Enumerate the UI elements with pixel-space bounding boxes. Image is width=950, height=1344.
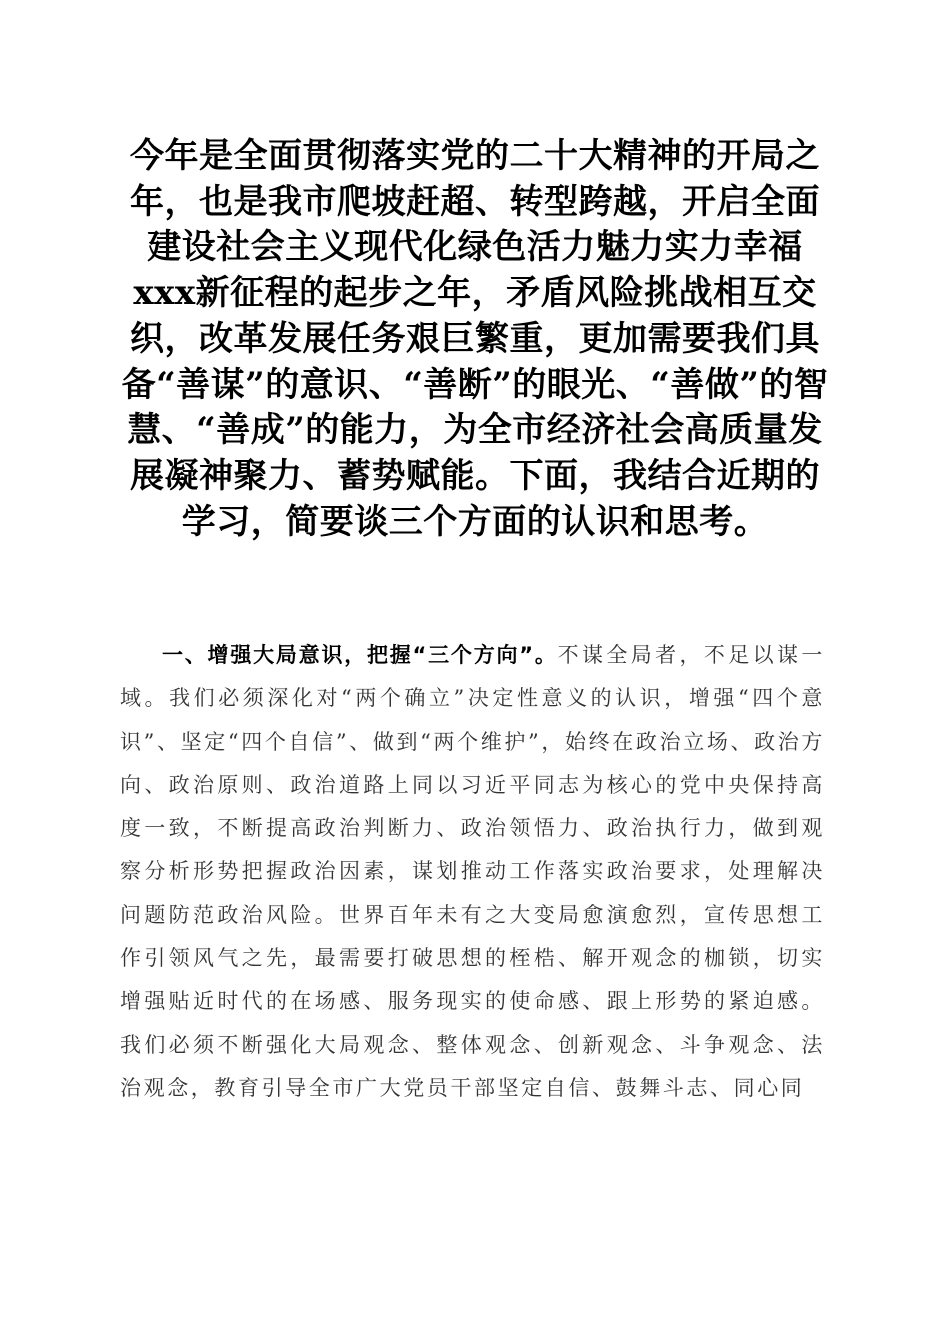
section-1-heading: 一、增强大局意识，把握“三个方向”。 <box>162 643 558 667</box>
section-1-paragraph <box>120 634 825 1110</box>
section-1-body: 不谋全局者，不足以谋一域。我们必须深化对“两个确立”决定性意义的认识，增强“四个意识”、坚定“四个自信”、做到“两个维护”，始终在政治立场、政治方向、政治原则、政治道路上同以习近平同志为核心的党中央保持高度一致，不断提高政治判断力、政治领悟力、政治执行力，做到观察分析形势把握政治因素，谋划推动工作落实政治要求，处理解决问题防范政治风险。世界百年未有之大变局愈演愈烈，宣传思想工作引领风气之先，最需要打破思想的桎梏、解开观念的枷锁，切实增强贴近时代的在场感、服务现实的使命感、跟上形势的紧迫感。我们必须不断强化大局观念、整体观念、创新观念、斗争观念、法治观念，教育引导全市广大党员干部坚定自信、鼓舞斗志、同心同 <box>120 643 825 1100</box>
intro-paragraph: 今年是全面贯彻落实党的二十大精神的开局之年，也是我市爬坡赶超、转型跨越，开启全面建设社会主义现代化绿色活力魅力实力幸福xxx新征程的起步之年，矛盾风险挑战相互交织，改革发展任务艰巨繁重，更加需要我们具备“善谋”的意识、“善断”的眼光、“善做”的智慧、“善成”的能力，为全市经济社会高质量发展凝神聚力、蓄势赋能。下面，我结合近期的学习，简要谈三个方面的认识和思考。 <box>121 136 829 542</box>
